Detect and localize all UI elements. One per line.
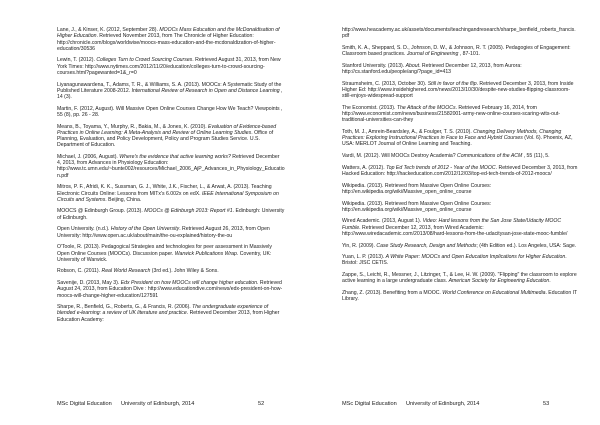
- reference-entry: http://www.heacademy.ac.uk/assets/documents/teachingandresearch/sharpe_benfield_roberts_francis.pdf: [342, 27, 576, 40]
- reference-entry: Robson, C. (2011). Real World Research (3rd ed.). John Wiley & Sons.: [57, 268, 219, 275]
- reference-entry: Wikipedia. (2013). Retrieved from Massive Open Online Courses: http://en.wikipedia.org/wiki/Massive_open_online_course: [342, 200, 492, 213]
- reference-entry: Lane, J., & Kinser, K. (2012, September 28). MOOCs Mass Education and the McDonaldisation of Higher Education. Retrieved November 2013, from The Chronicle of Higher Education: http://chronicle.com/blogs/worldwise/moocs-mass-education-and-the-mcdonaldization-of-higher-education/30536: [57, 27, 280, 52]
- footer-programme: MSc Digital Education: [342, 401, 397, 407]
- reference-entry: Michael, J. (2006, August). Where's the evidence that active learning works? Retrieved December 4, 2013, from Advances in Physiology Education: http://www.tc.umn.edu/~bunte002/resources/Michael_2006_AjP_Advances_in_Physiology_Education.pdf: [57, 153, 285, 179]
- footer-programme: MSc Digital Education: [57, 401, 112, 407]
- page-number: 52: [258, 401, 265, 407]
- reference-entry: The Economist. (2013). The Attack of the MOOCs. Retrieved February 16, 2014, from http://www.economist.com/news/business/21582001-army-new-online-courses-scaring-wits-out-traditional-universities-can-they: [342, 104, 560, 124]
- reference-entry: Toth, M. J., Amrein-Beardsley, A., & Foulger, T. S. (2010). Changing Delivery Methods, Changing Practices: Exploring Instructional Practices in Face to Face and Hybrid Courses (Vol. 6). Phoenix, AZ, USA: MERLOT Journal of Online Learning and Teaching.: [342, 128, 573, 148]
- page-number: 53: [543, 401, 550, 407]
- right-page: [300, 0, 600, 425]
- reference-entry: Wired Academic. (2013, August 1). Video: Hard lessons from the San Jose State/Udacity MOOC Fumble. Retrieved December 12, 2013, from Wired Academic: http://www.wiredacademic.com/2013/08/hard-lessons-from-the-udacitysan-jose-state-mooc-fumble/: [342, 218, 568, 237]
- reference-entry: Zappe, S., Leicht, R., Messner, J., Litzinger, T., & Lee, H. W. (2009). "Flipping" the classroom to explore active learning in a large undergraduate class. American Society for Engineering Education.: [342, 272, 577, 285]
- reference-entry: Stanford University. (2013). About. Retrieved December 12, 2013, from Aurora: http://cs.stanford.edu/people/ang/?page_id=413: [342, 62, 522, 76]
- reference-entry: Yuan, L. P. (2013). A White Paper: MOOCs and Open Education Implications for Higher Education. Bristol: JISC CETIS.: [342, 254, 567, 267]
- reference-entry: Zhang, Z. (2013). Benefiting from a MOOC. World Conference on Educational Multimedia. Education IT Library.: [342, 289, 578, 303]
- reference-entry: Means, B., Toyama, Y., Murphy, R., Bakia, M., & Jones, K. (2010). Evaluation of Evidence-based Practices in Online Learning: A Meta-Analysis and Review of Online Learning Studies. Office of Planning, Evaluation, and Policy Development, Policy and Program Studies Service. U.S. Department of Education.: [57, 123, 277, 149]
- reference-entry: Savenije, D. (2013, May 3). Edx President on how MOOCs will change higher education. Retrieved August 24, 2013, from Education Dive : http://www.educationdive.com/news/edx-president-on-how-moocs-will-change-higher-education/127591: [57, 280, 283, 299]
- footer-university: University of Edinburgh, 2014: [406, 401, 480, 407]
- reference-list: [57, 27, 285, 328]
- reference-entry: Liyanagunawardena, T., Adams, T. R., & Williams, S. A. (2013). MOOCs: A Systematic Study of the Published Literature 2008-2012. International Review of Research in Open and Distance Learning , 14 (3).: [57, 81, 283, 101]
- reference-entry: O'Toole, R. (2013). Pedagogical Strategies and technologies for peer assessment in Massively Open Online Courses (MOOCs). Discussion paper. Warwick Publications Wrap. Coventry, UK: University of Warwick.: [57, 244, 273, 263]
- reference-entry: Straumsheim, C. (2013, October 30). Still in favor of the flip. Retrieved December 3, 2013, from Inside Higher Ed: http://www.insidehighered.com/news/2013/10/30/despite-new-studies-flipping-classroom-still-enjoys-widespread-support: [342, 80, 574, 100]
- reference-entry: Martin, F. (2012, August). Will Massive Open Online Courses Change How We Teach? Viewpoints , 55 (8), pp. 26 - 28.: [57, 105, 283, 118]
- reference-entry: Open University. (n.d.). History of the Open University. Retrieved August 26, 2013, from Open University: http://www.open.ac.uk/about/main/the-ou-explained/history-the-ou: [57, 226, 270, 239]
- reference-entry: Vardi, M. (2012). Will MOOCs Destroy Academia? Communications of the ACM , 55 (11), 5.: [342, 153, 550, 160]
- reference-entry: Smith, K. A., Sheppard, S. D., Johnson, D. W., & Johnson, R. T. (2005). Pedagogies of Engagement: Classroom based practices. Journal of Engineering , 87-101.: [342, 44, 571, 58]
- reference-entry: Yin, R. (2009). Case Study Research, Design and Methods; (4th Edition ed.). Los Angeles, USA: Sage.: [342, 242, 577, 249]
- footer-university: University of Edinburgh, 2014: [121, 401, 195, 407]
- reference-entry: Sharpe, R., Benfield, G., Roberts, G., & Francis, R. (2006). The undergraduate experience of blended e-learning: a review of UK literature and practice. Retrieved December 2013, from Higher Education Academy:: [57, 304, 280, 323]
- reference-entry: Wikipedia. (2013). Retrieved from Massive Open Online Courses: http://en.wikipedia.org/wiki/Massive_open_online_course: [342, 182, 492, 195]
- reference-entry: Lewin, T. (2012). Colleges Turn to Crowd Sourcing Courses. Retrieved August 31, 2013, from New York Times: http://www.nytimes.com/2012/11/20/education/colleges-turn-to-crowd-sourcing-courses.html?pagewanted=1&_r=0: [57, 57, 281, 76]
- reference-entry: MOOCS @ Edinburgh Group. (2013). MOOCs @ Edinburgh 2013: Report #1. Edinburgh: University of Edinburgh.: [57, 208, 285, 221]
- reference-entry: Watters, A. (2012). Top Ed Tech trends of 2012 - Year of the MOOC. Retrieved December 3, 2013, from Hacked Education: http://hackeducation.com/2012/12/03/top-ed-tech-trends-of-2012-moocs/: [342, 164, 578, 177]
- reference-entry: Mitros, P. F., Afridi, K. K., Sussman, G. J., White, J.K., Fischer, L., & Arwat, A. (2013). Teaching Electronic Circuits Online: Lessons from MITx's 6.002x on edX. IEEE International Symposium on Circuits and Systems. Beijing, China.: [57, 184, 279, 203]
- reference-list: [342, 27, 578, 308]
